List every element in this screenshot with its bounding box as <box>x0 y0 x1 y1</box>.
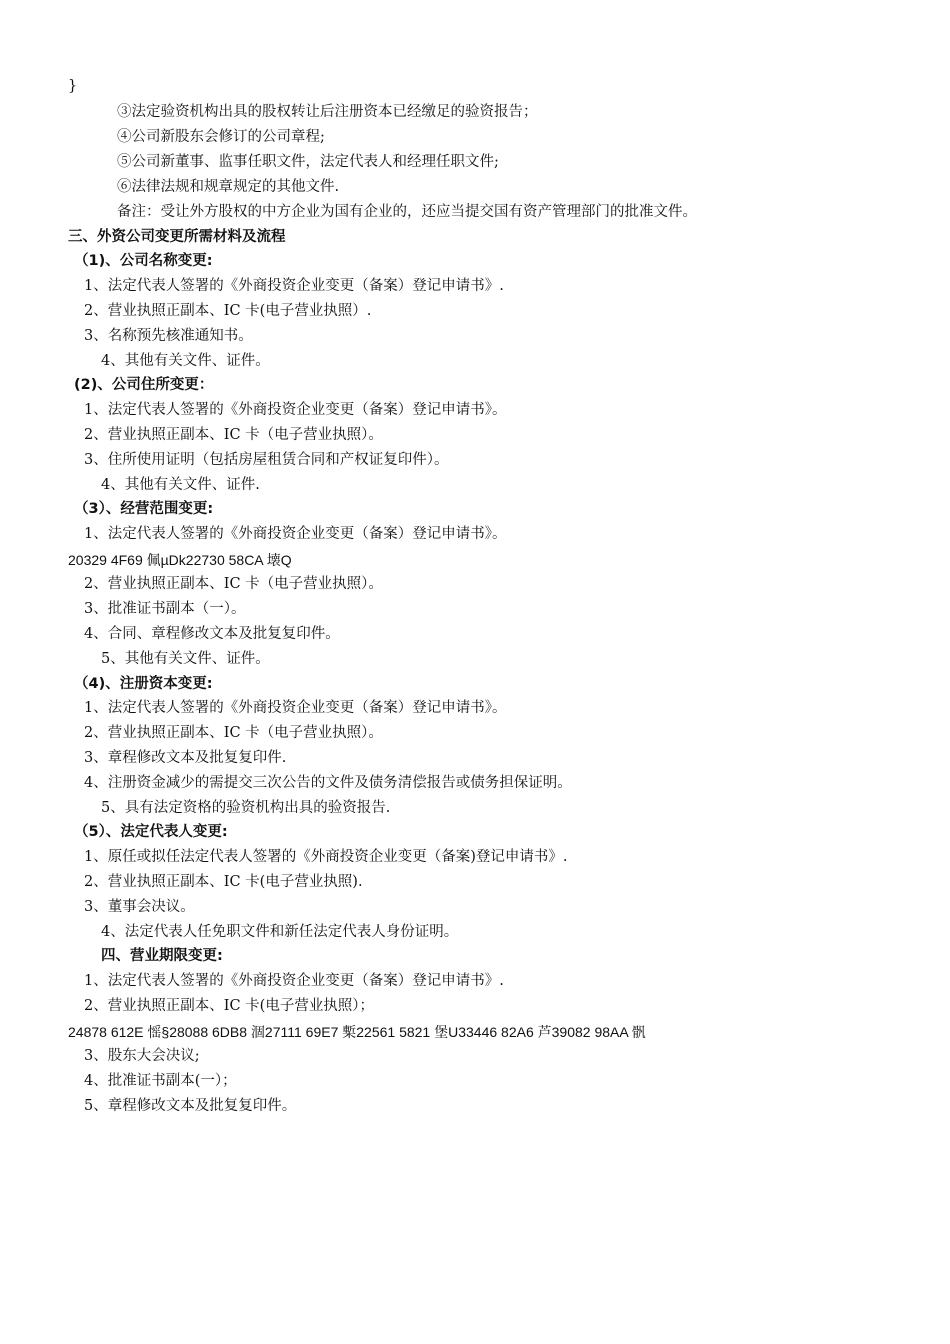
list-item: ⑤公司新董事、监事任职文件，法定代表人和经理任职文件; <box>117 154 499 170</box>
list-item: 2、营业执照正副本、IC 卡(电子营业执照）； <box>84 998 375 1014</box>
list-item: 4、其他有关文件、证件. <box>101 477 260 493</box>
list-item: 4、其他有关文件、证件。 <box>101 353 270 369</box>
note-paragraph: 备注：受让外方股权的中方企业为国有企业的，还应当提交国有资产管理部门的批准文件。 <box>117 204 697 220</box>
subsection-heading: （3）、经营范围变更: <box>74 501 214 517</box>
list-item: 3、住所使用证明（包括房屋租赁合同和产权证复印件）。 <box>84 452 449 468</box>
subsection-heading: 四、营业期限变更: <box>101 948 223 964</box>
subsection-heading: （4)、注册资本变更: <box>74 676 213 692</box>
list-item: 1、法定代表人签署的《外商投资企业变更（备案）登记申请书》。 <box>84 402 507 418</box>
list-item: 3、名称预先核准通知书。 <box>84 328 253 344</box>
list-item: 3、章程修改文本及批复复印件. <box>84 750 287 766</box>
list-item: 2、营业执照正副本、IC 卡（电子营业执照）。 <box>84 576 383 592</box>
list-item: 3、股东大会决议; <box>84 1048 200 1064</box>
list-item: 4、批准证书副本(一）； <box>84 1073 237 1089</box>
subsection-heading: （1)、公司名称变更: <box>74 253 213 269</box>
list-item: 2、营业执照正副本、IC 卡（电子营业执照）。 <box>84 725 383 741</box>
list-item: 2、营业执照正副本、IC 卡（电子营业执照）。 <box>84 427 383 443</box>
list-item: 1、法定代表人签署的《外商投资企业变更（备案）登记申请书》。 <box>84 700 507 716</box>
closing-brace: } <box>68 78 78 94</box>
list-item: 4、法定代表人任免职文件和新任法定代表人身份证明。 <box>101 924 459 940</box>
subsection-heading: （5）、法定代表人变更: <box>74 824 228 840</box>
section-heading: 三、外资公司变更所需材料及流程 <box>68 229 286 245</box>
list-item: ③法定验资机构出具的股权转让后注册资本已经缴足的验资报告； <box>117 104 538 120</box>
list-item: 1、法定代表人签署的《外商投资企业变更（备案）登记申请书》. <box>84 973 504 989</box>
subsection-heading: (2)、公司住所变更： <box>74 377 214 393</box>
garbled-text-line: 20329 4F69 佩µDk22730 58CA 壊Q <box>68 552 292 568</box>
list-item: 1、原任或拟任法定代表人签署的《外商投资企业变更（备案)登记申请书》. <box>84 849 568 865</box>
garbled-text-line: 24878 612E 愮§28088 6DB8 涸27111 69E7 槧22561 5821 堡U33446 82A6 芦39082 98AA 骪 <box>68 1024 646 1040</box>
list-item: 5、章程修改文本及批复复印件。 <box>84 1098 297 1114</box>
list-item: 1、法定代表人签署的《外商投资企业变更（备案）登记申请书》。 <box>84 526 507 542</box>
list-item: ⑥法律法规和规章规定的其他文件. <box>117 179 340 195</box>
list-item: 4、注册资金减少的需提交三次公告的文件及债务清偿报告或债务担保证明。 <box>84 775 572 791</box>
list-item: 4、合同、章程修改文本及批复复印件。 <box>84 626 340 642</box>
list-item: 2、营业执照正副本、IC 卡(电子营业执照）. <box>84 303 372 319</box>
list-item: 3、批准证书副本（一）。 <box>84 601 246 617</box>
list-item: 5、具有法定资格的验资机构出具的验资报告. <box>101 800 391 816</box>
list-item: 3、董事会决议。 <box>84 899 195 915</box>
list-item: ④公司新股东会修订的公司章程; <box>117 129 325 145</box>
list-item: 2、营业执照正副本、IC 卡(电子营业执照). <box>84 874 363 890</box>
list-item: 5、其他有关文件、证件。 <box>101 651 270 667</box>
list-item: 1、法定代表人签署的《外商投资企业变更（备案）登记申请书》. <box>84 278 504 294</box>
